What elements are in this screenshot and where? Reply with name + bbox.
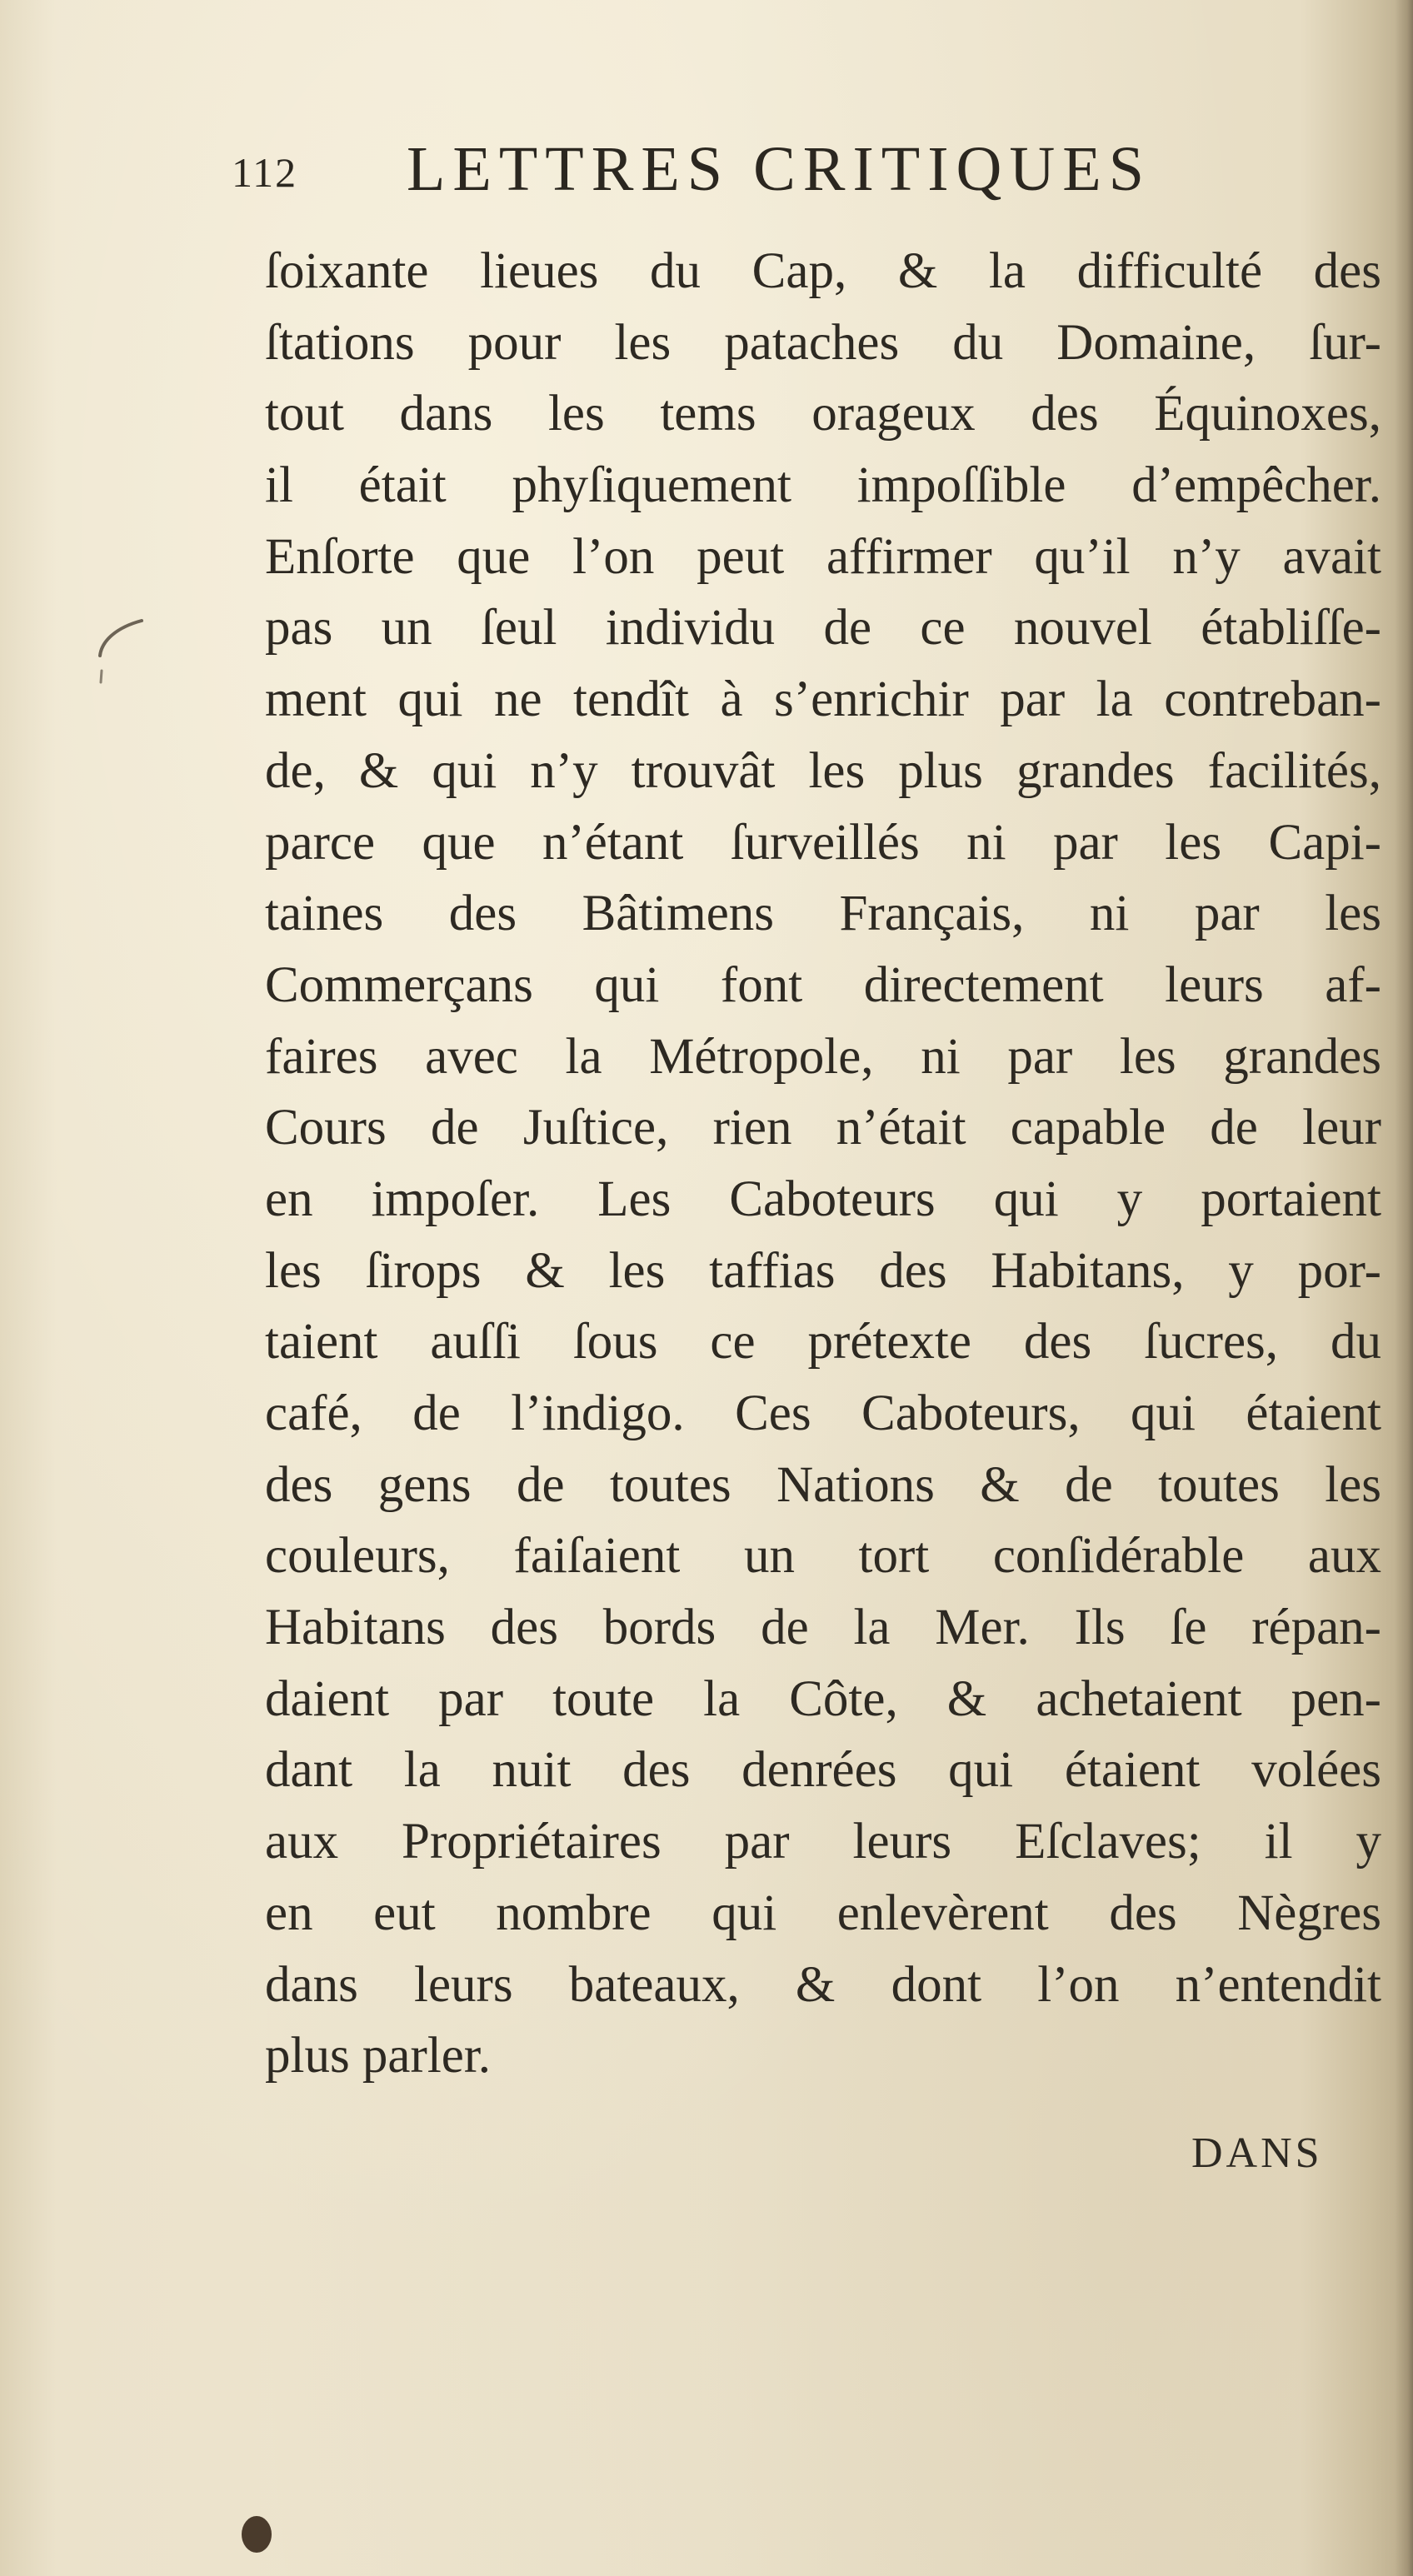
text-line: plus parler.: [265, 2028, 492, 2084]
text-line: ſoixante lieues du Cap, & la difficulté des: [265, 243, 1381, 299]
text-line: ſtations pour les pataches du Domaine, ſur-: [265, 314, 1381, 371]
text-line: en impoſer. Les Caboteurs qui y portaient: [265, 1171, 1381, 1227]
text-line: aux Propriétaires par leurs Eſclaves; il y: [265, 1814, 1381, 1870]
text-line: parce que n’étant ſurveillés ni par les Capi-: [265, 814, 1381, 871]
text-line: il était phyſiquement impoſſible d’empêcher.: [265, 457, 1381, 514]
text-line: taient auſſi ſous ce prétexte des ſucres, du: [265, 1314, 1381, 1370]
page-header: [232, 133, 1298, 217]
body-text: [265, 236, 1381, 2092]
page-number: 112: [232, 149, 298, 196]
text-line: Cours de Juſtice, rien n’était capable de leur: [265, 1100, 1381, 1156]
text-line: Enſorte que l’on peut affirmer qu’il n’y avait: [265, 528, 1381, 585]
ink-spot: [242, 2516, 272, 2553]
text-line: couleurs, faiſaient un tort conſidérable aux: [265, 1528, 1381, 1585]
running-head: LETTRES CRITIQUES: [407, 134, 1151, 204]
text-line: tout dans les tems orageux des Équinoxes,: [265, 386, 1381, 442]
text-line: de, & qui n’y trouvât les plus grandes facilités,: [265, 742, 1381, 799]
text-line: Commerçans qui font directement leurs af-: [265, 956, 1381, 1013]
text-line: ment qui ne tendît à s’enrichir par la contreban-: [265, 671, 1381, 728]
text-line: pas un ſeul individu de ce nouvel établiſſe-: [265, 600, 1381, 656]
text-line: café, de l’indigo. Ces Caboteurs, qui étaient: [265, 1385, 1381, 1441]
text-line: dans leurs bateaux, & dont l’on n’entendit: [265, 1956, 1381, 2013]
page-edge-shadow: [1395, 0, 1413, 2576]
text-line: dant la nuit des denrées qui étaient volées: [265, 1742, 1381, 1799]
text-line: des gens de toutes Nations & de toutes les: [265, 1456, 1381, 1513]
text-line: en eut nombre qui enlevèrent des Nègres: [265, 1885, 1381, 1941]
text-line: daient par toute la Côte, & achetaient pen-: [265, 1670, 1381, 1727]
text-line: faires avec la Métropole, ni par les grandes: [265, 1028, 1381, 1085]
catchword: DANS: [1191, 2129, 1323, 2177]
margin-pencil-mark: [83, 612, 150, 696]
text-line: Habitans des bords de la Mer. Ils ſe répan-: [265, 1600, 1381, 1656]
text-line: les ſirops & les taffias des Habitans, y por-: [265, 1242, 1381, 1299]
text-line: taines des Bâtimens Français, ni par les: [265, 886, 1381, 942]
